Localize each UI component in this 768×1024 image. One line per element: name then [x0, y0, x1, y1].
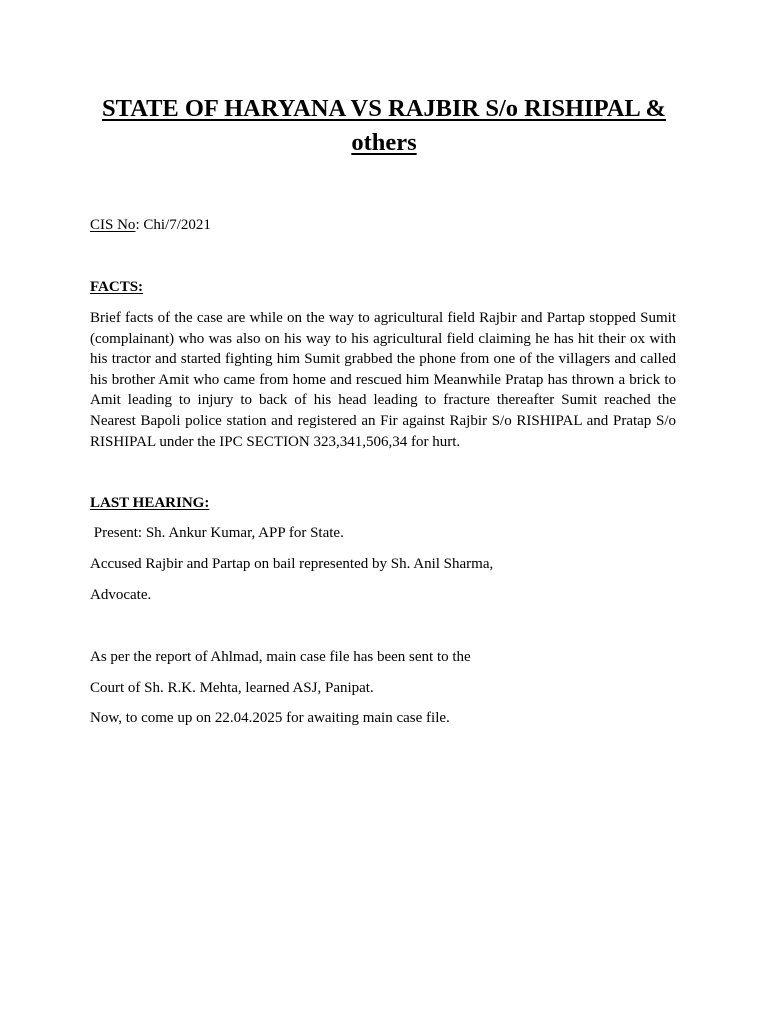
cis-number-line: [90, 215, 211, 235]
cis-label: CIS No: [90, 217, 136, 233]
accused-line: Accused Rajbir and Partap on bail represented by Sh. Anil Sharma,: [90, 556, 494, 572]
facts-heading: FACTS:: [90, 279, 144, 295]
report-line: As per the report of Ahlmad, main case file has been sent to the: [90, 649, 471, 665]
present-line: Present: Sh. Ankur Kumar, APP for State.: [90, 525, 344, 541]
last-hearing-heading: LAST HEARING:: [90, 495, 210, 511]
cis-value: : Chi/7/2021: [135, 217, 211, 233]
facts-paragraph: Brief facts of the case are while on the way to agricultural field Rajbir and Partap stopped Sumit (complainant) who was also on his way to his agricultural field claiming he has hit their ox with his tractor and started fighting him Sumit grabbed the phone from one of the villagers and called his brother Amit who came from home and rescued him Meanwhile Pratap has thrown a brick to Amit leading to injury to back of his head leading to fracture thereafter Sumit reached the Nearest Bapoli police station and registered an Fir against Rajbir S/o RISHIPAL and Pratap S/o RISHIPAL under the IPC SECTION 323,341,506,34 for hurt.: [90, 310, 676, 450]
court-line: Court of Sh. R.K. Mehta, learned ASJ, Panipat.: [90, 680, 374, 696]
next-date-line: Now, to come up on 22.04.2025 for awaiting main case file.: [90, 710, 450, 726]
advocate-line: Advocate.: [90, 587, 152, 603]
page-title: STATE OF HARYANA VS RAJBIR S/o RISHIPAL & others: [102, 95, 666, 156]
